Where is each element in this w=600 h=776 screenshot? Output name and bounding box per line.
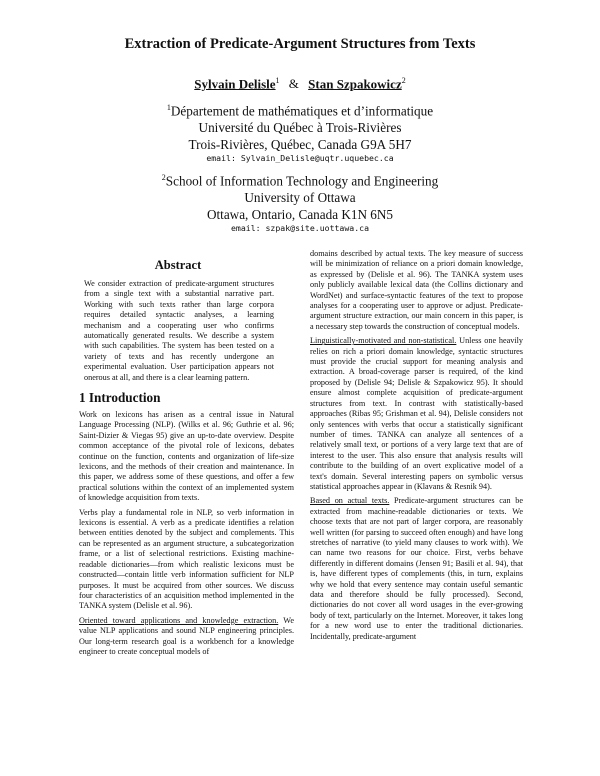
right-paragraph-1: domains described by actual texts. The key measure of success will be minimization of reliance on a priori domain knowledge, as expressed by (Delisle et al. 96). The TANKA system uses only publicly available lexical data (the Collins dictionary and WordNet) and surface-syntactic features of the text to propose analyses for a cooperating user to approve or adjust. Predicate-argument structure extraction, our main concern in this paper, is a necessary step towards the construction of conceptual models.	[310, 249, 523, 331]
right-paragraph-3	[310, 496, 523, 642]
intro-paragraph-1: Work on lexicons has arisen as a central issue in Natural Language Processing (NLP). (Wilks et al. 96; Guthrie et al. 96; Saint-Dizier & Viegas 95) give an up-to-date overview. Despite common acceptance of the pivotal role of lexicons, debates continue on the function, contents and organization of life-size lexicons, and the methods of their creation and maintenance. In this paper, we address some of these questions, and offer a few practical solutions within the context of an implemented system of knowledge acquisition from texts.	[79, 410, 294, 503]
author-1-sup: 1	[275, 76, 280, 85]
affiliation-1-email: email: Sylvain_Delisle@uqtr.uquebec.ca	[206, 153, 394, 164]
paragraph-text: Predicate-argument structures can be extracted from machine-readable dictionaries or texts. We choose texts that are not part of larger corpora, are reasonably well written (for parsing to succeed often enough) and have long stretches of narrative (to yield many clauses to work with). We can name two reasons for our choice. First, verbs behave differently in different domains (Jensen 91; Basili et al. 94), that is, have different types of complements (this, in turn, explains why we hold that every sentence may contain useful semantic data and therefore should be fully processed). Second, dictionaries do not cover all word usages in the ever-growing body of text, particularly on the Internet. Moreover, it takes long for a new word use to enter the traditional dictionaries. Incidentally, predicate-argument	[310, 496, 523, 641]
run-in-heading: Linguistically-motivated and non-statistical.	[310, 336, 457, 346]
affiliation-2-line-3: Ottawa, Ontario, Canada K1N 6N5	[206, 207, 394, 223]
author-2: Stan Szpakowicz	[308, 76, 402, 92]
intro-paragraph-2: Verbs play a fundamental role in NLP, so verb information in lexicons is essential. A verb as a predicate identifies a relation between entities denoted by the subject and complements. This can be represented as an argument structure, a subcategorization frame, or a list of selectional restrictions. Existing machine-readable dictionaries—from which realistic lexicons must be constructed—contain little verb information sufficient for NLP purposes. It must be acquired from other sources. We discuss four characteristics of an acquisition method implemented in the TANKA system (Delisle et al. 96).	[79, 507, 294, 611]
right-paragraph-2	[310, 336, 523, 492]
right-column	[310, 249, 523, 646]
author-1: Sylvain Delisle	[194, 76, 276, 92]
affiliation-1-sup: 1	[166, 103, 171, 112]
affiliation-1-line-3: Trois-Rivières, Québec, Canada G9A 5H7	[188, 137, 412, 153]
run-in-heading: Based on actual texts.	[310, 496, 390, 506]
abstract-heading: Abstract	[154, 258, 202, 272]
affiliation-1-line-1: Département de mathématiques et d’informatique	[170, 103, 434, 119]
section-1-heading: 1 Introduction	[79, 390, 161, 405]
affiliation-1	[0, 99, 600, 164]
affiliation-2-line-2: University of Ottawa	[244, 190, 356, 206]
abstract-paragraph: We consider extraction of predicate-argument structures from a single text with a substantial narrative part. Working with such texts rather than large corpora requires detailed syntactic analyses, a learning mechanism and a cooperating user who confirms automatically generated results. We describe a system with such capabilities. The system has been tested on a variety of texts and has recently undergone an experimental evaluation. User participation appears not onerous at all, and there is a clear learning pattern.	[84, 279, 274, 382]
author-2-sup: 2	[401, 76, 406, 85]
affiliation-2-email: email: szpak@site.uottawa.ca	[230, 223, 370, 234]
paragraph-text: Unless one heavily relies on rich a priori domain knowledge, syntactic structures must provide the crucial support for meaning analysis and extraction. A broad-coverage parser is required, of the kind proposed by (Delisle 94; Delisle & Szpakowicz 95). It should ensure almost complete acquisition of predicate-argument structures from text. In contrast with statistically-based approaches (Ribas 95; Grishman et al. 94), Delisle considers not only sentences with verbs that occur a statistically significant number of times. TANKA can analyze all sentences of a relatively small text, or portions of a very large text that are of interest to the user. This also ensure that analysis results will contribute to the building of an overt explicative model of a text's domain. Several interesting papers on symbolic versus statistical approaches appear in (Klavans & Resnik 94).	[310, 336, 523, 491]
paragraph-text: We value NLP applications and sound NLP engineering principles. Our long-term research goal is a workbench for a knowledge engineer to create conceptual models of	[79, 615, 294, 656]
left-column	[79, 410, 294, 661]
author-separator: &	[288, 76, 299, 92]
run-in-heading: Oriented toward applications and knowledge extraction.	[79, 615, 279, 625]
affiliation-1-line-2: Université du Québec à Trois-Rivières	[198, 120, 402, 136]
abstract-body	[84, 279, 274, 387]
paper-title: Extraction of Predicate-Argument Structures from Texts	[124, 36, 476, 52]
intro-paragraph-3	[79, 616, 294, 658]
affiliation-2-line-1: School of Information Technology and Engineering	[165, 173, 439, 189]
author-line	[0, 76, 600, 92]
affiliation-2-sup: 2	[161, 173, 166, 182]
affiliation-2	[0, 169, 600, 234]
